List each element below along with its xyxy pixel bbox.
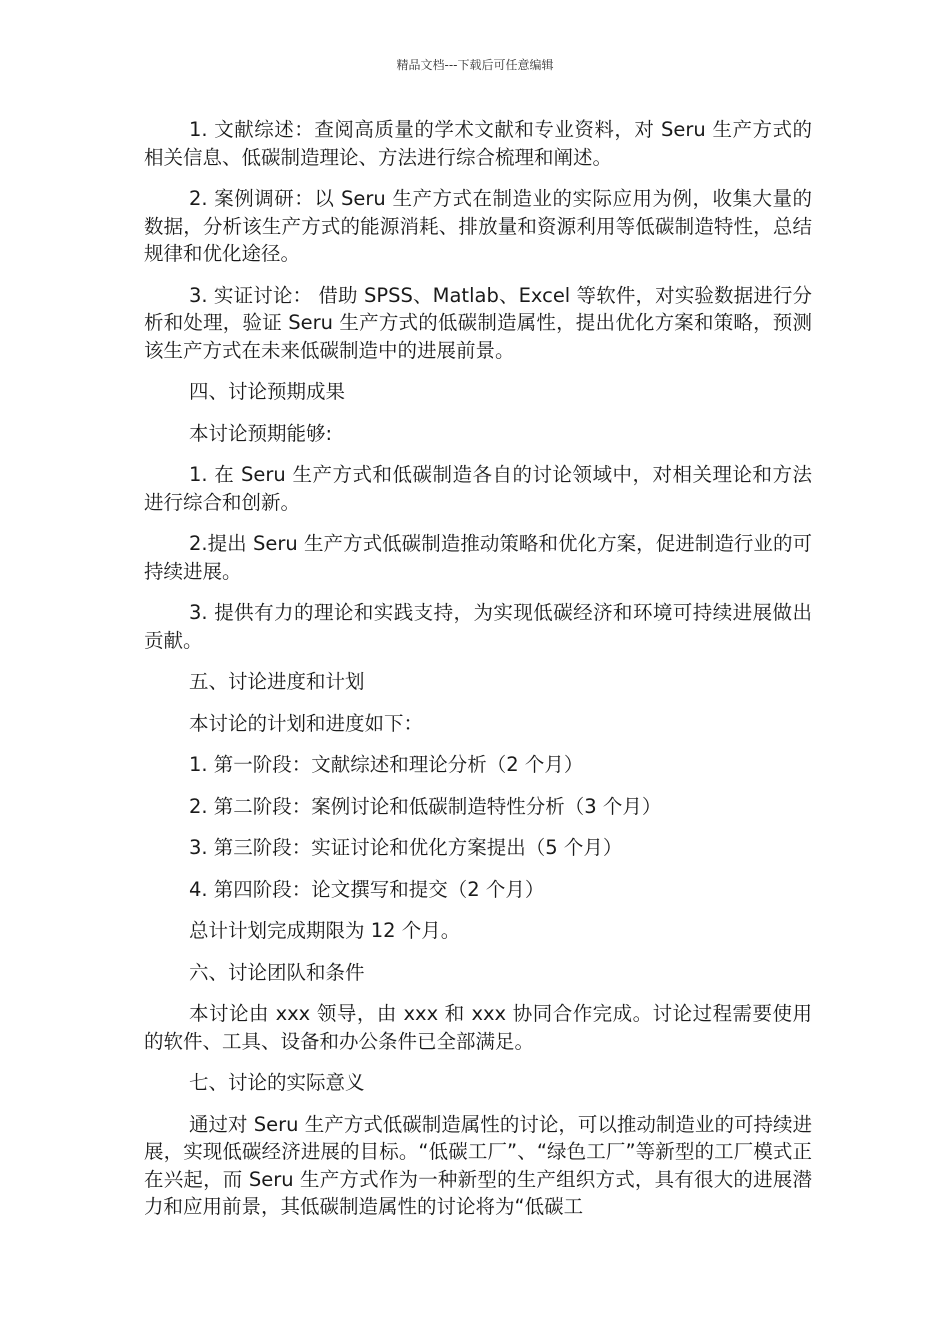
paragraph-plan-stage-3: 3. 第三阶段：实证讨论和优化方案提出（5 个月） xyxy=(189,836,623,859)
paragraph-research-method-2: 2. 案例调研：以 Seru 生产方式在制造业的实际应用为例，收集大量的数据，分析该生产方式的能源消耗、排放量和资源利用等低碳制造特性，总结规律和优化途径。 xyxy=(144,187,812,265)
paragraph-plan-intro: 本讨论的计划和进度如下： xyxy=(189,711,424,735)
section-heading-progress-plan: 五、讨论进度和计划 xyxy=(189,670,365,693)
page-header: 精品文档---下载后可任意编辑 xyxy=(396,58,554,72)
paragraph-plan-stage-2: 2. 第二阶段：案例讨论和低碳制造特性分析（3 个月） xyxy=(189,794,662,818)
section-heading-practical-significance: 七、讨论的实际意义 xyxy=(189,1071,365,1094)
paragraph-plan-stage-4: 4. 第四阶段：论文撰写和提交（2 个月） xyxy=(189,877,545,901)
section-heading-expected-results: 四、讨论预期成果 xyxy=(189,380,346,403)
document-body xyxy=(144,116,812,1235)
paragraph-expected-intro: 本讨论预期能够: xyxy=(189,421,333,445)
section-heading-team-conditions: 六、讨论团队和条件 xyxy=(189,960,365,984)
paragraph-plan-stage-1: 1. 第一阶段：文献综述和理论分析（2 个月） xyxy=(189,753,584,776)
paragraph-expected-1: 1. 在 Seru 生产方式和低碳制造各自的讨论领域中，对相关理论和方法进行综合和创新。 xyxy=(144,463,812,514)
paragraph-expected-2: 2.提出 Seru 生产方式低碳制造推动策略和优化方案，促进制造行业的可持续进展。 xyxy=(144,532,812,583)
paragraph-significance: 通过对 Seru 生产方式低碳制造属性的讨论，可以推动制造业的可持续进展，实现低碳经济进展的目标。“低碳工厂”、“绿色工厂”等新型的工厂模式正在兴起，而 Seru 生产方式作为一种新型的生产组织方式，具有很大的进展潜力和应用前景，其低碳制造属性的讨论将为“低碳工 xyxy=(144,1112,812,1218)
paragraph-expected-3: 3. 提供有力的理论和实践支持，为实现低碳经济和环境可持续进展做出贡献。 xyxy=(144,601,812,652)
paragraph-team: 本讨论由 xxx 领导，由 xxx 和 xxx 协同合作完成。讨论过程需要使用的软件、工具、设备和办公条件已全部满足。 xyxy=(144,1002,812,1053)
paragraph-plan-total: 总计计划完成期限为 12 个月。 xyxy=(189,919,461,942)
paragraph-research-method-3: 3. 实证讨论： 借助 SPSS、Matlab、Excel 等软件，对实验数据进行分析和处理，验证 Seru 生产方式的低碳制造属性，提出优化方案和策略，预测该生产方式在未来低碳制造中的进展前景。 xyxy=(144,283,812,362)
paragraph-research-method-1: 1. 文献综述：查阅高质量的学术文献和专业资料，对 Seru 生产方式的相关信息、低碳制造理论、方法进行综合梳理和阐述。 xyxy=(144,118,812,169)
